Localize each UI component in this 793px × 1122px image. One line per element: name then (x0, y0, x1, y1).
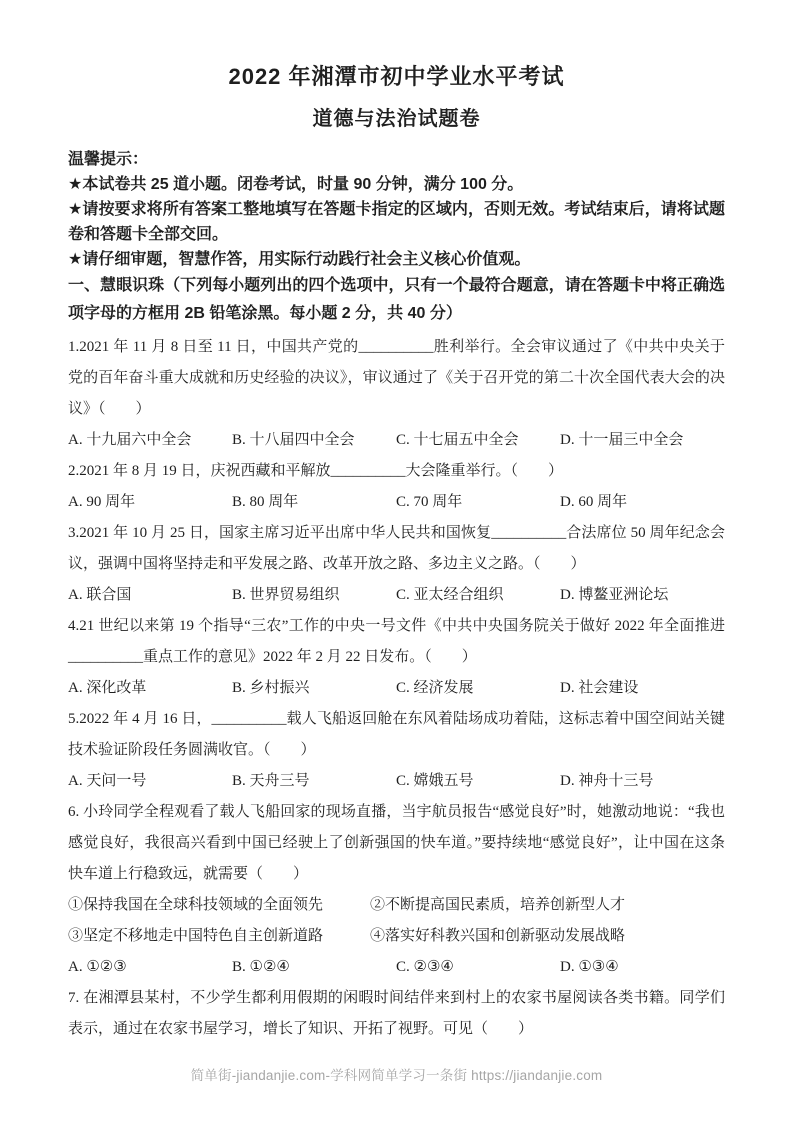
question-stem: 7. 在湘潭县某村，不少学生都利用假期的闲暇时间结伴来到村上的农家书屋阅读各类书籍。同学们表示，通过在农家书屋学习，增长了知识、开拓了视野。可见（ ） (68, 990, 725, 1037)
notice-item-2: ★请按要求将所有答案工整地填写在答题卡指定的区域内，否则无效。考试结束后，请将试题卷和答题卡全部交回。 (68, 201, 725, 243)
option-d: D. 博鳌亚洲论坛 (560, 587, 669, 603)
options-row (68, 952, 725, 983)
statement-3: ③坚定不移地走中国特色自主创新道路 (68, 928, 324, 944)
question-stem: 5.2022 年 4 月 16 日，__________载人飞船返回舱在东风着陆场成功着陆，这标志着中国空间站关键技术验证阶段任务圆满收官。（ ） (68, 711, 725, 758)
question-2 (68, 456, 725, 518)
question-stem: 2.2021 年 8 月 19 日，庆祝西藏和平解放__________大会隆重举行。（ ） (68, 463, 564, 479)
option-b: B. 80 周年 (232, 494, 299, 510)
statement-2: ②不断提高国民素质，培养创新型人才 (370, 897, 626, 913)
option-a: A. 十九届六中全会 (68, 432, 192, 448)
question-stem: 6. 小玲同学全程观看了载人飞船回家的现场直播，当宇航员报告“感觉良好”时，她激动地说：“我也感觉良好，我很高兴看到中国已经驶上了创新强国的快车道。”要持续地“感觉良好”，让中国在这条快车道上行稳致远，就需要（ ） (68, 804, 725, 882)
options-row (68, 673, 725, 704)
options-row (68, 487, 725, 518)
option-b: B. 十八届四中全会 (232, 432, 355, 448)
question-stem: 4.21 世纪以来第 19 个指导“三农”工作的中央一号文件《中共中央国务院关于做好 2022 年全面推进__________重点工作的意见》2022 年 2 月 22 日发布。（ ） (68, 618, 725, 665)
option-c: C. 十七届五中全会 (396, 432, 519, 448)
question-6 (68, 797, 725, 983)
option-d: D. 60 周年 (560, 494, 628, 510)
question-list (68, 332, 725, 1045)
page-subtitle: 道德与法治试题卷 (312, 108, 481, 130)
option-c: C. 70 周年 (396, 494, 463, 510)
option-c: C. ②③④ (396, 959, 454, 975)
option-a: A. ①②③ (68, 959, 127, 975)
option-c: C. 亚太经合组织 (396, 587, 504, 603)
option-c: C. 经济发展 (396, 680, 474, 696)
question-1 (68, 332, 725, 456)
option-d: D. ①③④ (560, 959, 619, 975)
option-a: A. 天问一号 (68, 773, 147, 789)
options-row (68, 580, 725, 611)
statement-list (68, 890, 725, 952)
question-4 (68, 611, 725, 704)
question-stem: 3.2021 年 10 月 25 日，国家主席习近平出席中华人民共和国恢复__________合法席位 50 周年纪念会议，强调中国将坚持走和平发展之路、改革开放之路、多边主义之路。（ ） (68, 525, 725, 572)
options-row (68, 766, 725, 797)
option-a: A. 联合国 (68, 587, 132, 603)
option-a: A. 90 周年 (68, 494, 136, 510)
option-d: D. 社会建设 (560, 680, 639, 696)
options-row (68, 425, 725, 456)
statement-4: ④落实好科教兴国和创新驱动发展战略 (370, 928, 626, 944)
option-b: B. ①②④ (232, 959, 290, 975)
question-stem: 1.2021 年 11 月 8 日至 11 日，中国共产党的__________胜利举行。全会审议通过了《中共中央关于党的百年奋斗重大成就和历史经验的决议》，审议通过了《关于召开党的第二十次全国代表大会的决议》（ ） (68, 339, 725, 417)
option-d: D. 十一届三中全会 (560, 432, 684, 448)
option-c: C. 嫦娥五号 (396, 773, 474, 789)
option-d: D. 神舟十三号 (560, 773, 654, 789)
notice-item-3: ★请仔细审题，智慧作答，用实际行动践行社会主义核心价值观。 (68, 251, 531, 268)
option-b: B. 乡村振兴 (232, 680, 310, 696)
question-5 (68, 704, 725, 797)
option-a: A. 深化改革 (68, 680, 147, 696)
notice-header: 温馨提示： (68, 151, 149, 168)
question-7 (68, 983, 725, 1045)
watermark-footer: 简单街-jiandanjie.com-学科网简单学习一条街 https://jiandanjie.com (190, 1068, 603, 1083)
statement-1: ①保持我国在全球科技领域的全面领先 (68, 897, 324, 913)
notice-item-1: ★本试卷共 25 道小题。闭卷考试，时量 90 分钟，满分 100 分。 (68, 176, 524, 193)
option-b: B. 世界贸易组织 (232, 587, 340, 603)
section-heading: 一、慧眼识珠（下列每小题列出的四个选项中，只有一个最符合题意，请在答题卡中将正确选项字母的方框用 2B 铅笔涂黑。每小题 2 分，共 40 分） (68, 277, 725, 322)
notice-block (68, 147, 725, 272)
question-3 (68, 518, 725, 611)
option-b: B. 天舟三号 (232, 773, 310, 789)
page-title: 2022 年湘潭市初中学业水平考试 (228, 64, 565, 89)
